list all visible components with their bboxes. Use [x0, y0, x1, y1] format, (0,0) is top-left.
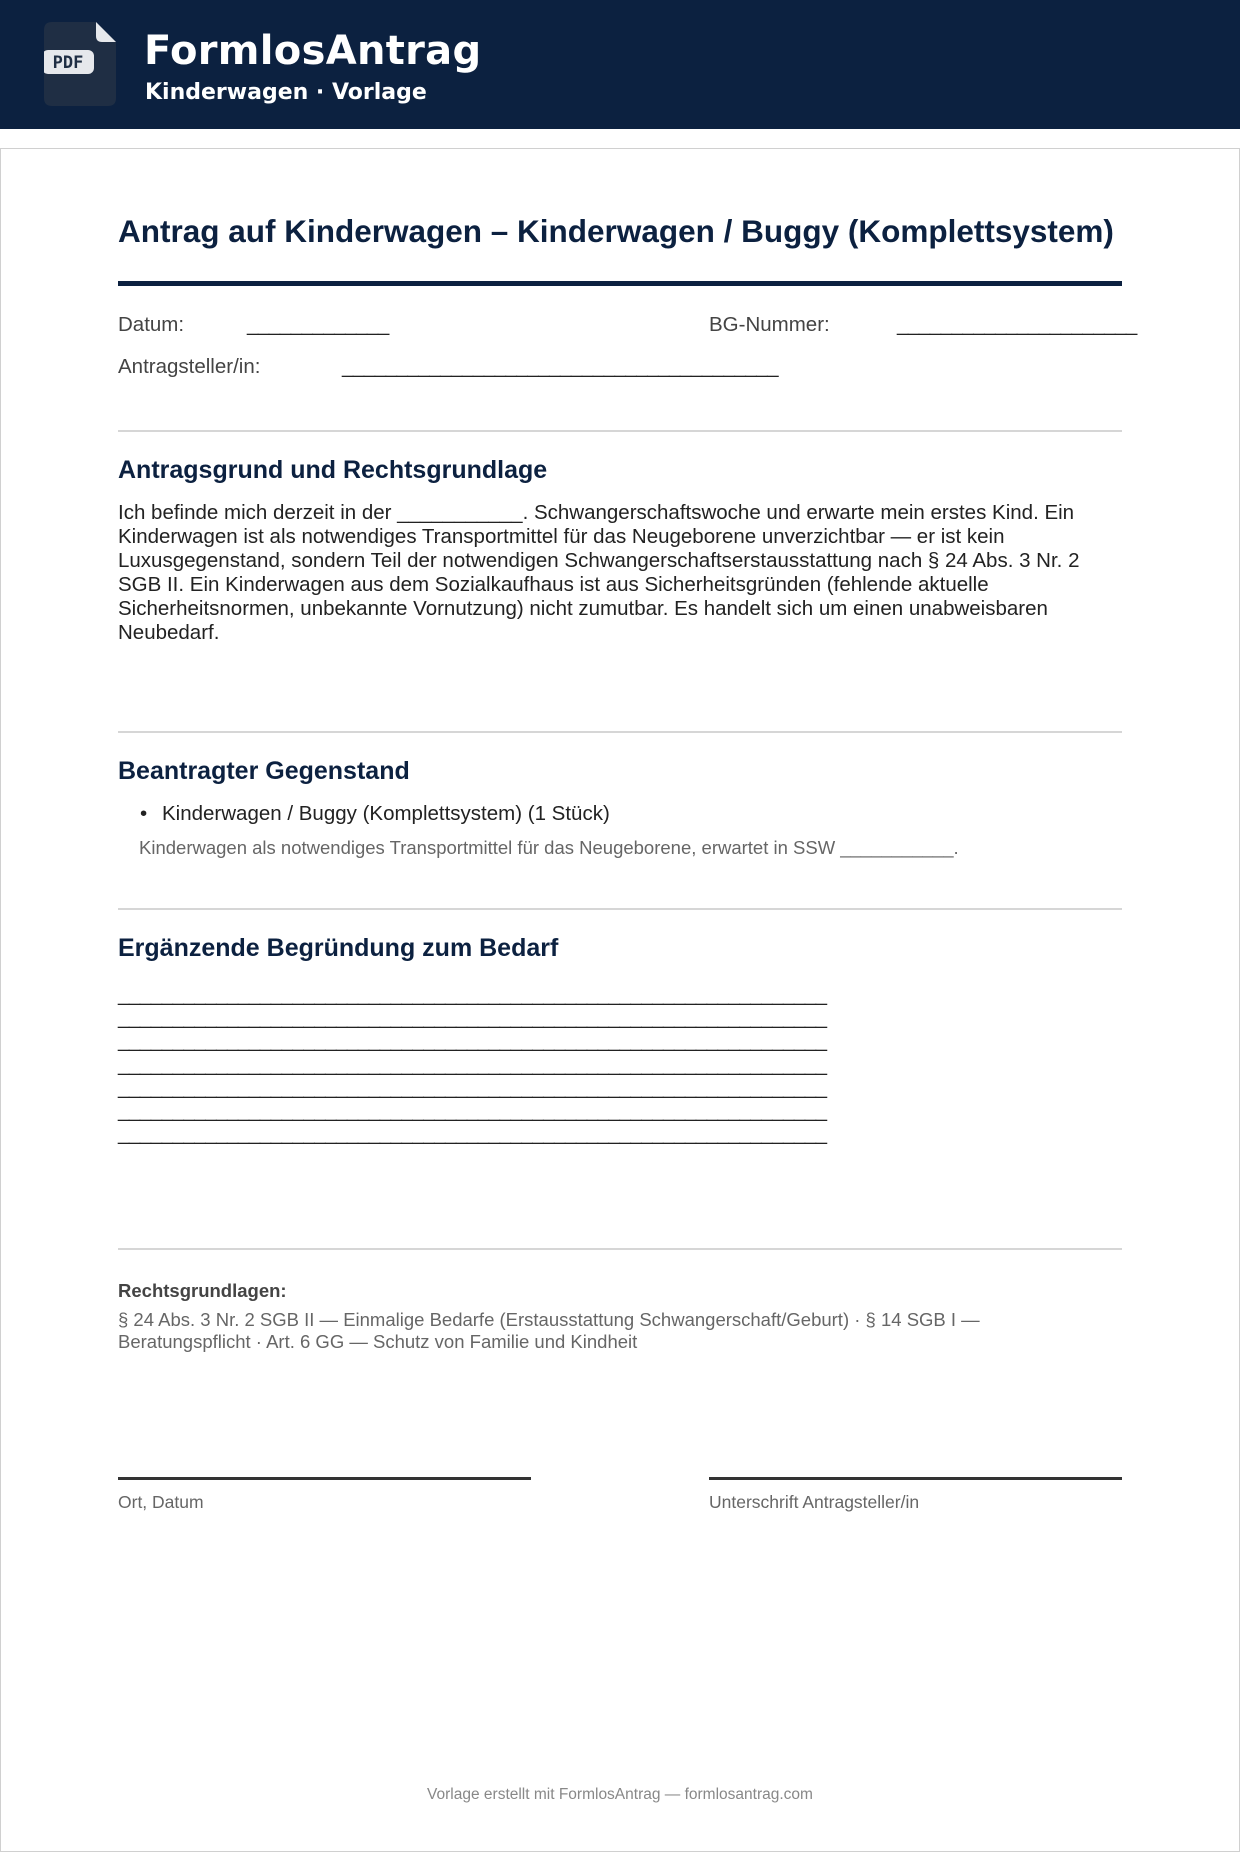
write-line: _________________________________________________________________ — [118, 983, 827, 1006]
ort-datum-signature-line[interactable] — [118, 1477, 531, 1480]
bg-nummer-label: BG-Nummer: — [709, 313, 830, 336]
app-header — [0, 0, 1240, 129]
pdf-file-icon — [44, 22, 116, 106]
footer-credit: Vorlage erstellt mit FormlosAntrag — formlosantrag.com — [427, 1786, 813, 1803]
unterschrift-signature-line[interactable] — [709, 1477, 1122, 1480]
section-title-antragsgrund: Antragsgrund und Rechtsgrundlage — [118, 456, 548, 484]
write-line: _________________________________________________________________ — [118, 1006, 827, 1030]
write-line: _________________________________________________________________ — [118, 1099, 827, 1123]
begruendung-write-area[interactable] — [118, 983, 827, 1145]
write-line: _________________________________________________________________ — [118, 1122, 827, 1146]
datum-field[interactable]: _____________ — [247, 313, 389, 336]
write-line: _________________________________________________________________ — [118, 1029, 827, 1053]
write-line: _________________________________________________________________ — [118, 1052, 827, 1076]
section-divider — [118, 1248, 1122, 1250]
section-divider — [118, 908, 1122, 910]
unterschrift-label: Unterschrift Antragsteller/in — [709, 1492, 920, 1512]
antragsteller-field[interactable]: ________________________________________ — [342, 355, 779, 378]
section-divider — [118, 731, 1122, 733]
item-label: Kinderwagen / Buggy (Komplettsystem) (1 Stück) — [162, 802, 610, 825]
rechtsgrundlagen-text: § 24 Abs. 3 Nr. 2 SGB II — Einmalige Bedarfe (Erstausstattung Schwangerschaft/Geburt) · § 14 SGB I — Beratungspflicht · Art. 6 GG — Schutz von Familie und Kindheit — [118, 1309, 980, 1352]
section-title-gegenstand: Beantragter Gegenstand — [118, 757, 410, 785]
bullet-marker: • — [140, 802, 148, 825]
pdf-icon-label: PDF — [52, 53, 84, 73]
list-item — [140, 802, 610, 826]
ort-datum-label: Ort, Datum — [118, 1492, 204, 1512]
section-title-begruendung: Ergänzende Begründung zum Bedarf — [118, 934, 559, 962]
bg-nummer-field[interactable]: ______________________ — [897, 313, 1137, 336]
document-title: Antrag auf Kinderwagen – Kinderwagen / Buggy (Komplettsystem) — [118, 213, 1114, 249]
section-divider — [118, 430, 1122, 432]
datum-label: Datum: — [118, 313, 185, 336]
antragsgrund-text: Ich befinde mich derzeit in der ___________. Schwangerschaftswoche und erwarte mein erstes Kind. Ein Kinderwagen ist als notwendiges Transportmittel für das Neugeborene unverzichtbar — er ist kein Luxusgegenstand, sondern Teil der notwendigen Schwangerschaftserstausstattung nach § 24 Abs. 3 Nr. 2 SGB II. Ein Kinderwagen aus dem Sozialkaufhaus ist aus Sicherheitsgründen (fehlende aktuelle Sicherheitsnormen, unbekannte Vornutzung) nicht zumutbar. Es handelt sich um einen unabweisbaren Neubedarf. — [118, 501, 1080, 644]
brand-subtitle: Kinderwagen · Vorlage — [145, 80, 427, 105]
brand-title: FormlosAntrag — [144, 28, 482, 74]
write-line: _________________________________________________________________ — [118, 1075, 827, 1099]
antragsteller-label: Antragsteller/in: — [118, 355, 261, 378]
item-note: Kinderwagen als notwendiges Transportmittel für das Neugeborene, erwartet in SSW ___________. — [139, 837, 959, 858]
title-divider — [118, 281, 1122, 286]
rechtsgrundlagen-heading: Rechtsgrundlagen: — [118, 1280, 287, 1301]
